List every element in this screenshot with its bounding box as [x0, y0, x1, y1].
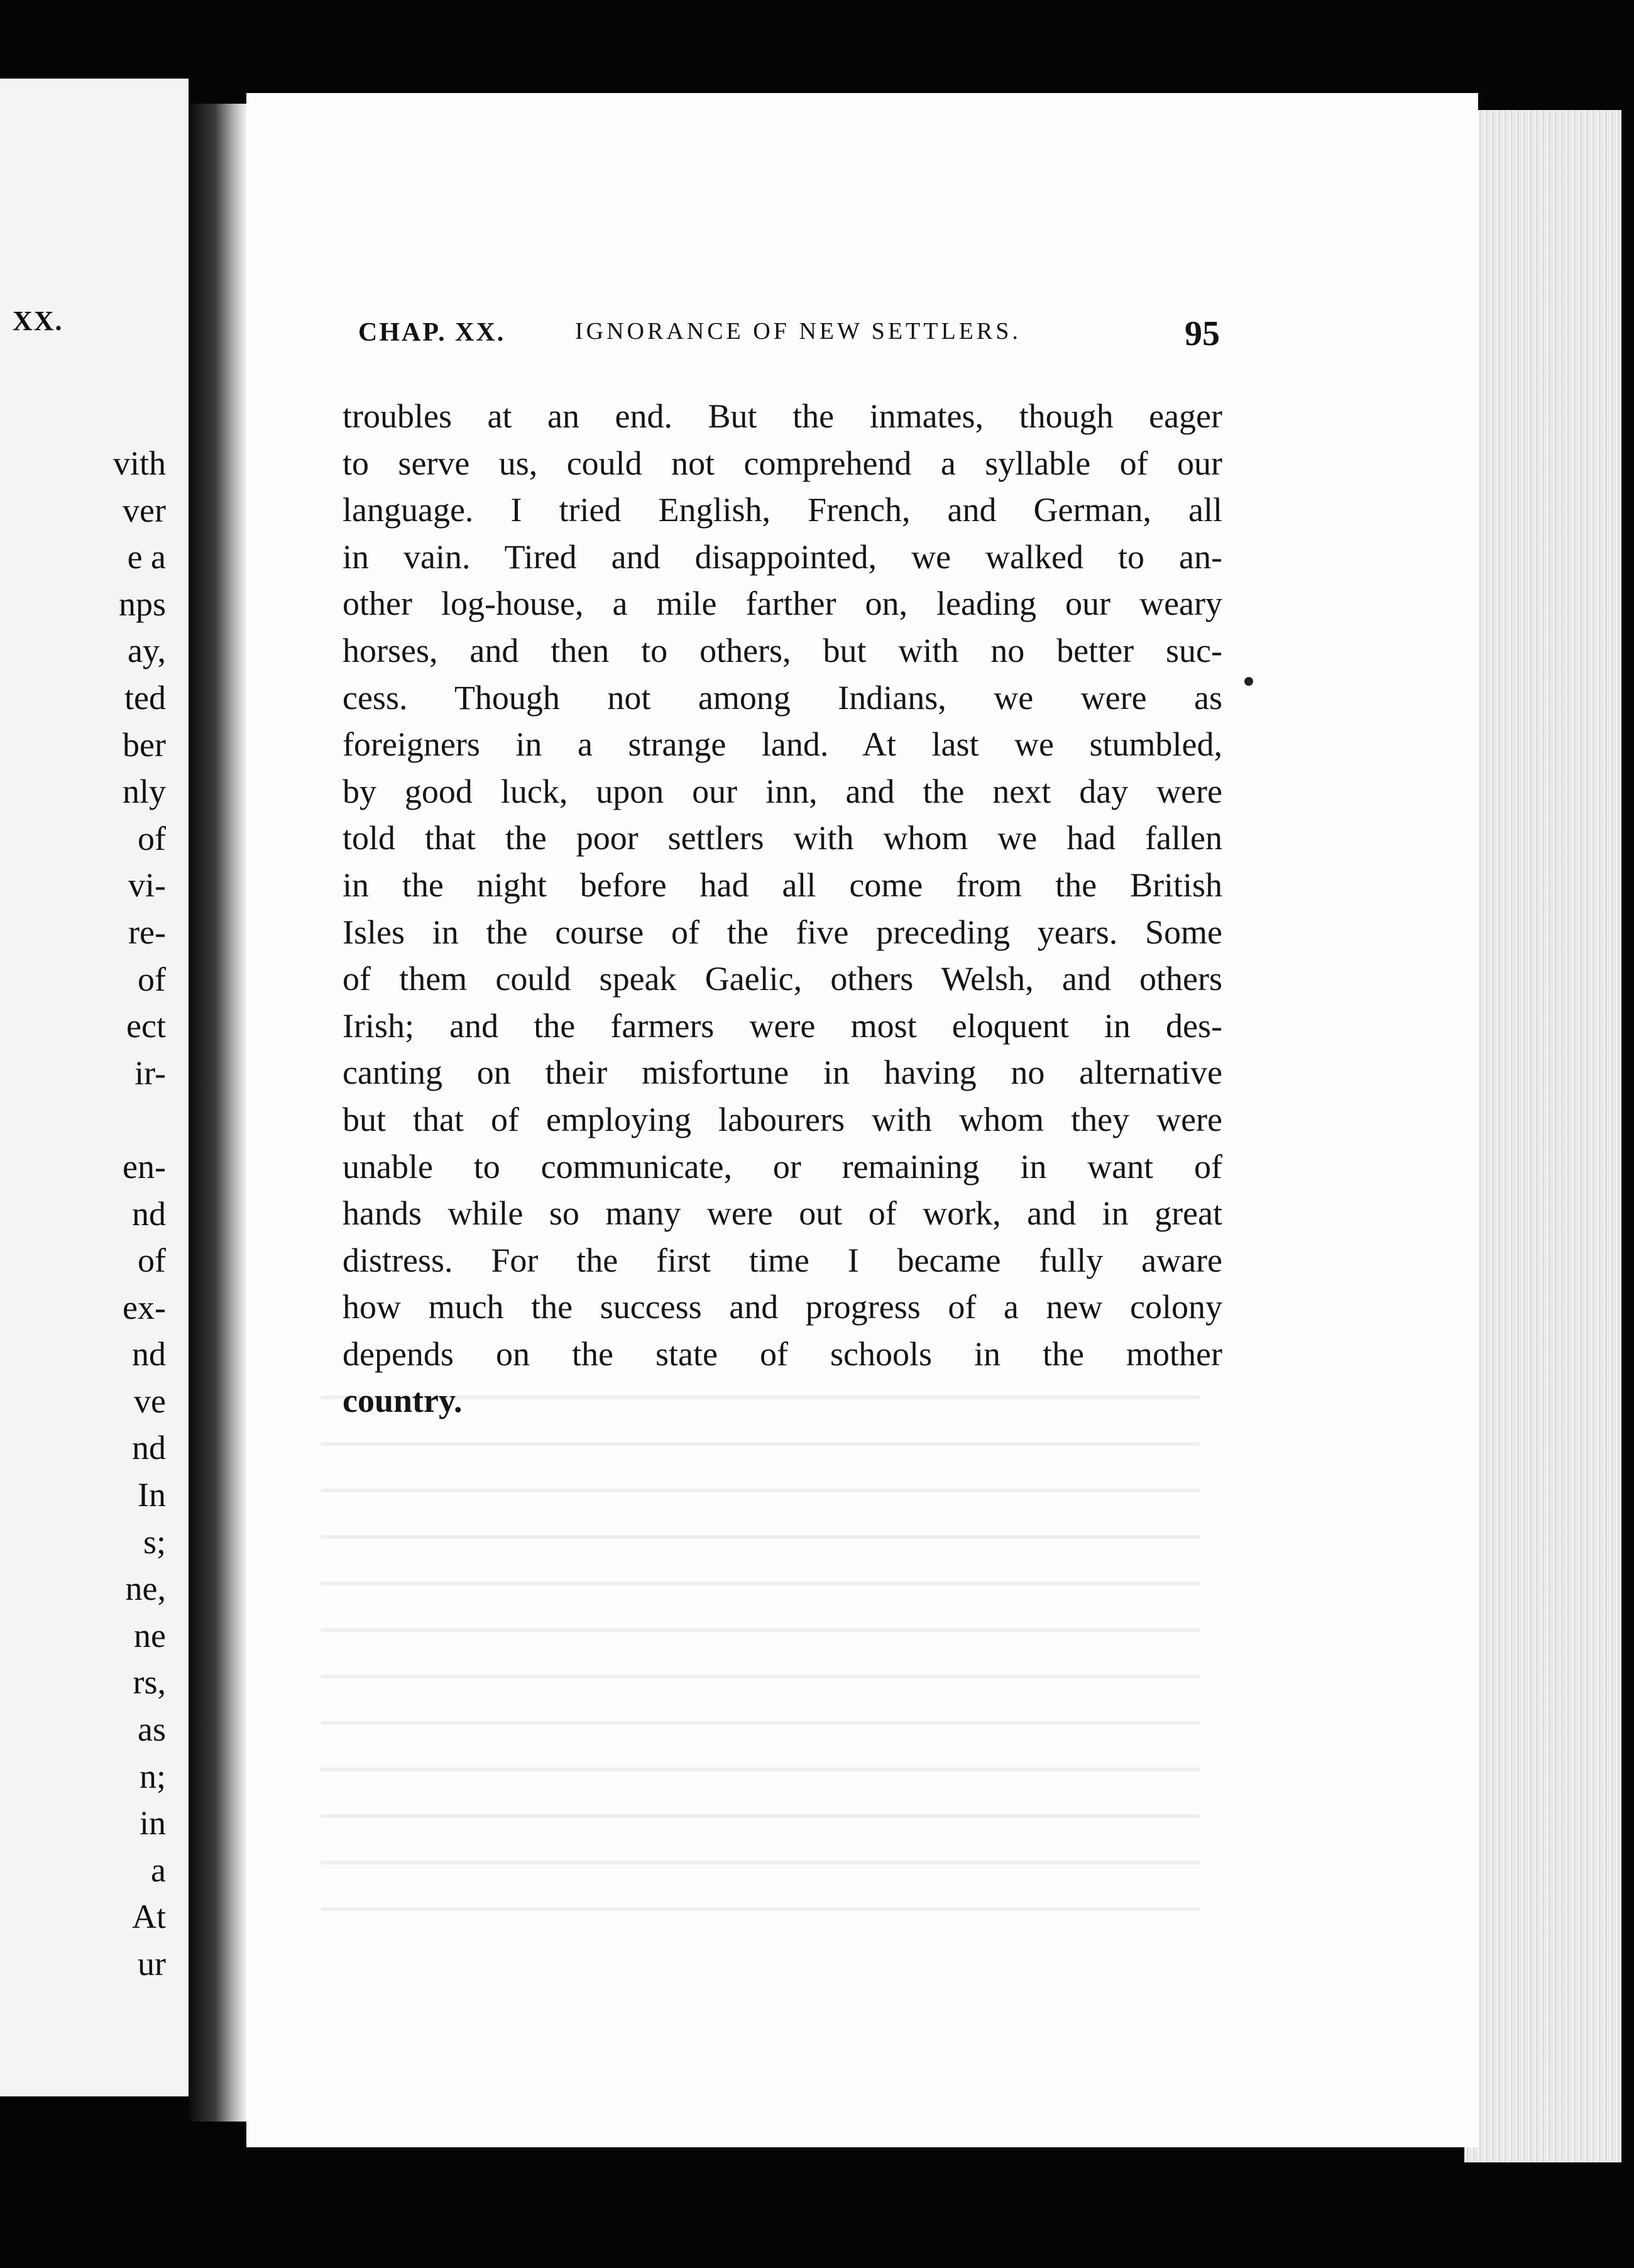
line-ending: ber — [123, 725, 166, 764]
text-line: troubles at an end. But the inmates, though eager — [343, 397, 1222, 435]
line-ending: n; — [139, 1757, 166, 1795]
body-text — [343, 393, 1222, 1424]
line-ending: ne, — [125, 1570, 166, 1608]
page-edges — [1464, 110, 1621, 2162]
text-line: foreigners in a strange land. At last we stumbled, — [343, 725, 1222, 764]
line-ending: In — [138, 1476, 166, 1514]
line-ending: ir- — [134, 1054, 166, 1092]
show-through-text — [321, 1395, 1200, 1961]
line-ending: re- — [128, 913, 166, 951]
text-line: in vain. Tired and disappointed, we walked to an- — [343, 537, 1222, 576]
line-ending: ne — [134, 1616, 166, 1654]
line-ending: nps — [118, 585, 166, 623]
text-line: cess. Though not among Indians, we were as — [343, 678, 1222, 717]
line-ending: vi- — [128, 866, 166, 905]
previous-page-line-endings — [113, 440, 166, 1988]
text-line: country. — [343, 1382, 463, 1420]
text-line: Irish; and the farmers were most eloquent in des- — [343, 1006, 1222, 1045]
line-ending: in — [139, 1804, 166, 1842]
line-ending: ted — [124, 678, 166, 717]
text-line: depends on the state of schools in the mother — [343, 1335, 1222, 1373]
text-line: to serve us, could not comprehend a syllable of our — [343, 444, 1222, 482]
text-line: Isles in the course of the five preceding years. Some — [343, 913, 1222, 951]
line-ending: of — [138, 819, 166, 857]
text-line: unable to communicate, or remaining in want of — [343, 1147, 1222, 1186]
line-ending: s; — [143, 1522, 166, 1561]
line-ending: ay, — [128, 632, 166, 670]
text-line: hands while so many were out of work, and in great — [343, 1194, 1222, 1233]
running-title: IGNORANCE OF NEW SETTLERS. — [575, 318, 1021, 344]
text-line: how much the success and progress of a new colony — [343, 1288, 1222, 1326]
line-ending: nly — [122, 773, 166, 811]
line-ending: as — [138, 1710, 166, 1749]
text-line: horses, and then to others, but with no better suc- — [343, 631, 1222, 669]
text-line: language. I tried English, French, and German, all — [343, 491, 1222, 529]
line-ending: ve — [134, 1382, 166, 1420]
line-ending: At — [132, 1898, 166, 1936]
line-ending: ex- — [123, 1288, 166, 1326]
line-ending: a — [151, 1851, 166, 1889]
text-line: in the night before had all come from the British — [343, 866, 1222, 904]
text-line: of them could speak Gaelic, others Welsh, and others — [343, 960, 1222, 998]
line-ending: e a — [127, 538, 166, 576]
chapter-label: CHAP. XX. — [358, 318, 506, 347]
line-ending: of — [138, 960, 166, 998]
line-ending: nd — [132, 1335, 166, 1373]
line-ending: ver — [123, 491, 166, 529]
running-head — [358, 314, 1238, 361]
line-ending: en- — [123, 1147, 166, 1186]
line-ending: vith — [112, 444, 166, 482]
line-ending: nd — [132, 1429, 166, 1467]
text-line: canting on their misfortune in having no alternative — [343, 1054, 1222, 1092]
line-ending: ur — [138, 1945, 166, 1983]
line-ending: of — [138, 1241, 166, 1280]
line-ending — [113, 1096, 166, 1143]
text-line: other log-house, a mile farther on, leading our weary — [343, 585, 1222, 623]
text-line: but that of employing labourers with whom they were — [343, 1100, 1222, 1138]
previous-page-header: XX. — [13, 306, 63, 336]
line-ending: ect — [126, 1007, 166, 1045]
page-number: 95 — [1185, 314, 1220, 353]
book-gutter — [189, 104, 246, 2122]
text-line: distress. For the first time I became fully aware — [343, 1241, 1222, 1279]
previous-page — [0, 79, 189, 2096]
ink-speck — [1244, 677, 1253, 686]
text-line: told that the poor settlers with whom we had fallen — [343, 819, 1222, 857]
text-line: by good luck, upon our inn, and the next day were — [343, 772, 1222, 810]
line-ending: nd — [132, 1194, 166, 1233]
line-ending: rs, — [133, 1663, 166, 1702]
